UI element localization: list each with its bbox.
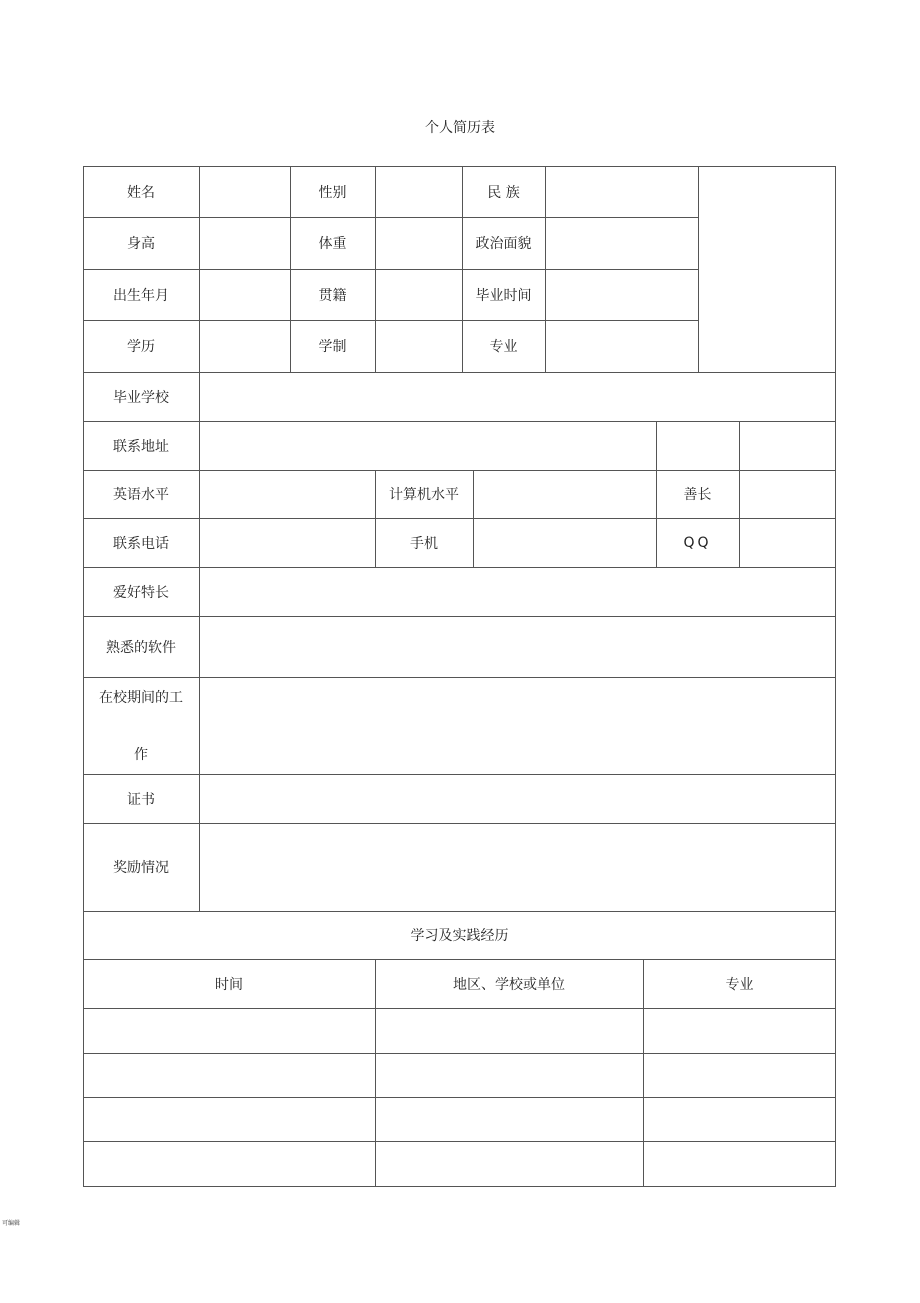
school-label: 毕业学校 xyxy=(113,389,169,406)
address-field[interactable] xyxy=(199,421,656,470)
experience-cell[interactable] xyxy=(83,1008,375,1053)
computer-label: 计算机水平 xyxy=(389,487,459,503)
experience-header-time: 时间 xyxy=(215,976,243,993)
software-label: 熟悉的软件 xyxy=(106,639,176,656)
certificate-label: 证书 xyxy=(127,791,155,808)
gender-field[interactable] xyxy=(375,166,462,217)
political-label: 政治面貌 xyxy=(475,236,532,252)
experience-cell[interactable] xyxy=(375,1097,643,1141)
political-field[interactable] xyxy=(545,217,698,269)
page-title: 个人简历表 xyxy=(425,120,495,136)
english-label: 英语水平 xyxy=(113,487,169,503)
campus-work-label-line2: 作 xyxy=(134,747,148,763)
hobby-field[interactable] xyxy=(199,567,836,616)
photo-box xyxy=(698,166,836,372)
mobile-label: 手机 xyxy=(410,535,438,552)
education-label: 学历 xyxy=(127,339,155,355)
schooling-label: 学制 xyxy=(318,339,347,355)
experience-cell[interactable] xyxy=(83,1053,375,1097)
experience-cell[interactable] xyxy=(83,1141,375,1186)
major-label: 专业 xyxy=(489,339,518,355)
hometown-label: 贯籍 xyxy=(318,287,347,304)
height-label: 身高 xyxy=(127,236,155,252)
height-field[interactable] xyxy=(199,217,290,269)
school-field[interactable] xyxy=(199,372,836,421)
resume-form xyxy=(83,166,836,1187)
experience-cell[interactable] xyxy=(375,1053,643,1097)
footer-note: 可编辑 xyxy=(2,1220,21,1227)
experience-header-major: 专业 xyxy=(725,976,754,993)
campus-work-label-line1: 在校期间的工 xyxy=(99,690,183,706)
awards-label: 奖励情况 xyxy=(113,860,169,876)
specialty-label: 善长 xyxy=(683,487,712,503)
computer-field[interactable] xyxy=(473,470,656,518)
weight-label: 体重 xyxy=(318,236,347,252)
experience-cell[interactable] xyxy=(375,1141,643,1186)
birth-label: 出生年月 xyxy=(113,287,169,304)
grad-time-field[interactable] xyxy=(545,269,698,320)
address-extra-field[interactable] xyxy=(739,421,836,470)
mobile-field[interactable] xyxy=(473,518,656,567)
experience-cell[interactable] xyxy=(643,1008,836,1053)
phone-field[interactable] xyxy=(199,518,375,567)
awards-field[interactable] xyxy=(199,823,836,911)
certificate-field[interactable] xyxy=(199,774,836,823)
experience-cell[interactable] xyxy=(375,1008,643,1053)
weight-field[interactable] xyxy=(375,217,462,269)
gender-label: 性别 xyxy=(318,184,347,201)
experience-header-place: 地区、学校或单位 xyxy=(453,976,565,993)
border-bottom xyxy=(83,1186,836,1187)
major-field[interactable] xyxy=(545,320,698,372)
name-label: 姓名 xyxy=(127,184,155,201)
address-extra-label xyxy=(656,421,739,470)
qq-field[interactable] xyxy=(739,518,836,567)
name-field[interactable] xyxy=(199,166,290,217)
experience-cell[interactable] xyxy=(83,1097,375,1141)
campus-work-label xyxy=(83,677,199,774)
education-field[interactable] xyxy=(199,320,290,372)
hobby-label: 爱好特长 xyxy=(113,584,169,601)
specialty-field[interactable] xyxy=(739,470,836,518)
ethnicity-field[interactable] xyxy=(545,166,698,217)
qq-label: QQ xyxy=(683,534,712,551)
grad-time-label: 毕业时间 xyxy=(475,287,532,304)
experience-cell[interactable] xyxy=(643,1141,836,1186)
english-field[interactable] xyxy=(199,470,375,518)
experience-cell[interactable] xyxy=(643,1053,836,1097)
campus-work-field[interactable] xyxy=(199,677,836,774)
experience-cell[interactable] xyxy=(643,1097,836,1141)
experience-section-title: 学习及实践经历 xyxy=(410,928,509,944)
phone-label: 联系电话 xyxy=(113,535,169,552)
hometown-field[interactable] xyxy=(375,269,462,320)
address-label: 联系地址 xyxy=(113,438,169,455)
schooling-field[interactable] xyxy=(375,320,462,372)
ethnicity-label: 民 族 xyxy=(487,184,520,201)
birth-field[interactable] xyxy=(199,269,290,320)
software-field[interactable] xyxy=(199,616,836,677)
